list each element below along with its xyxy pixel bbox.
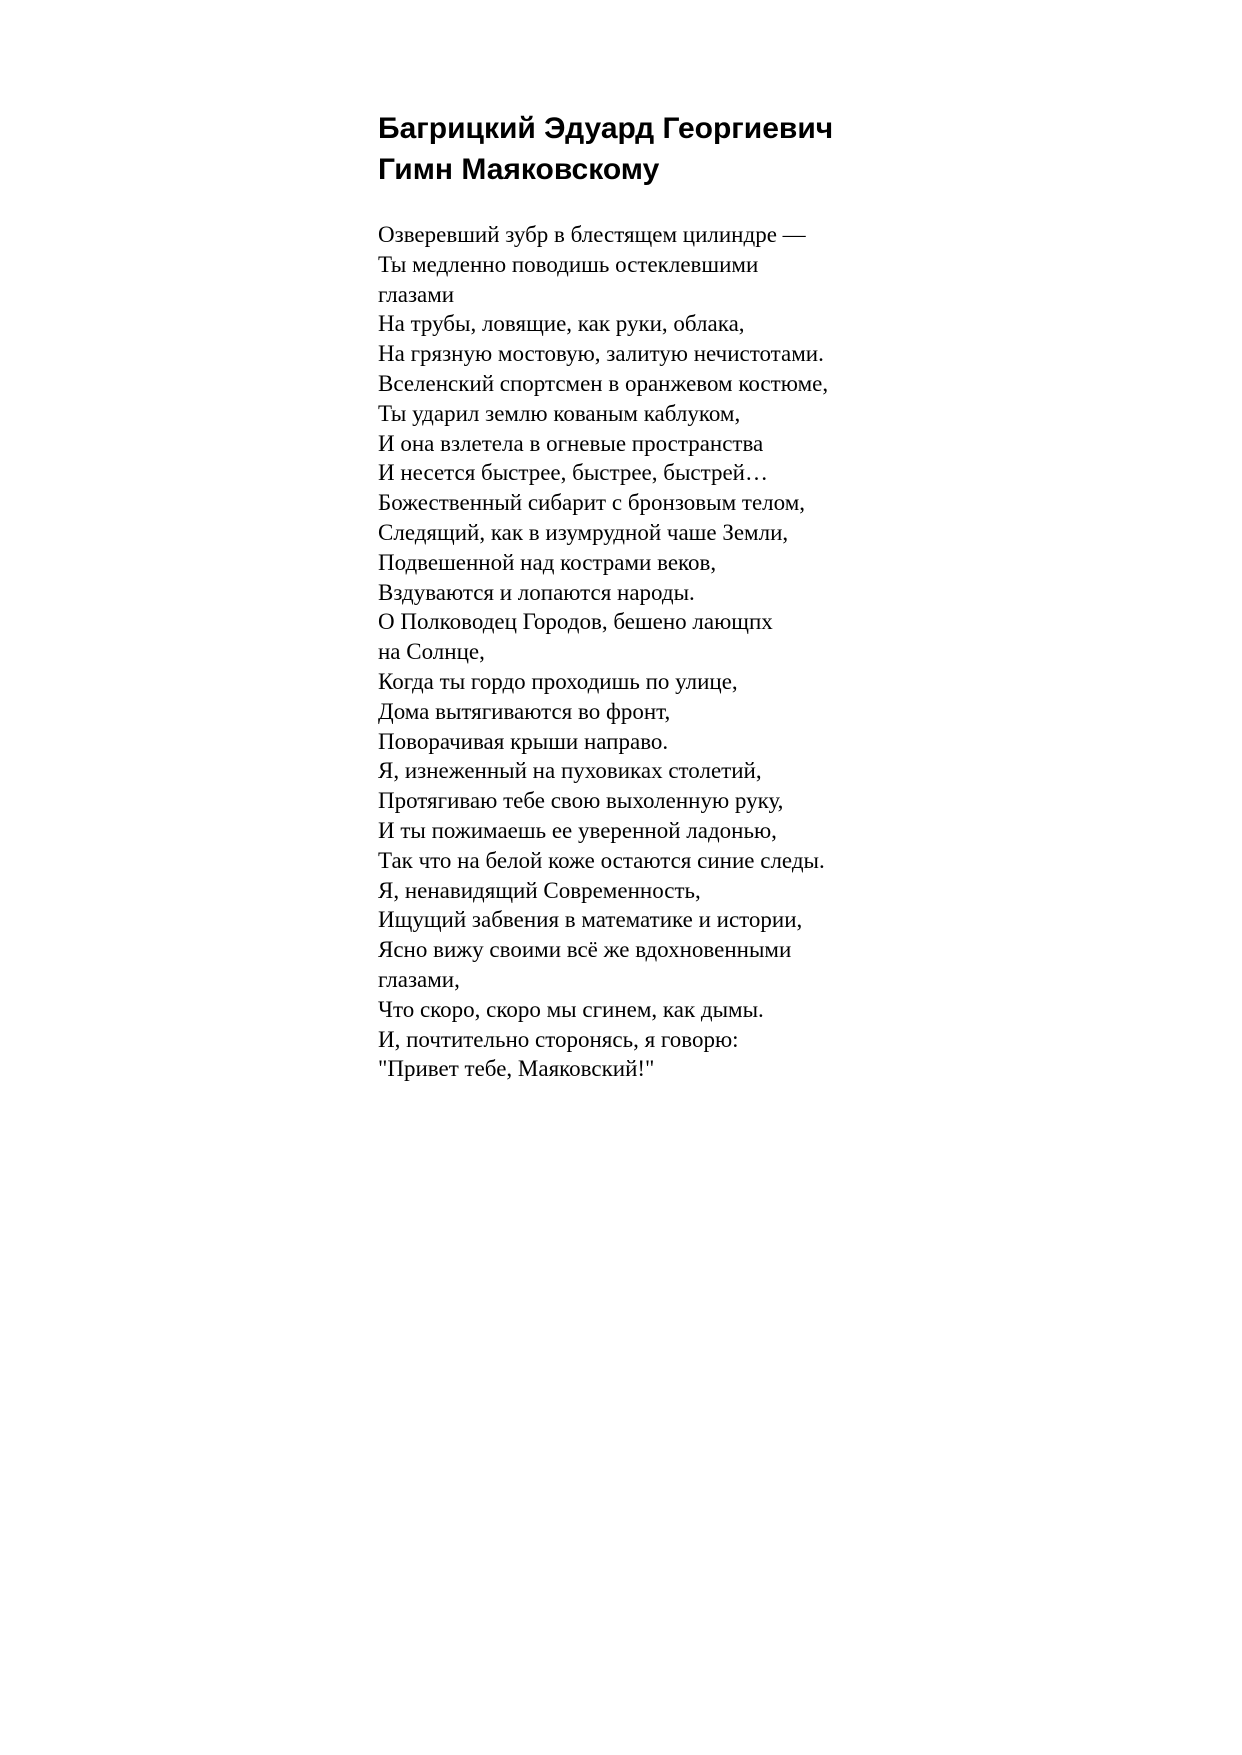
poem-line: глазами, <box>378 966 460 992</box>
poem-line: Ищущий забвения в математике и истории, <box>378 907 803 933</box>
poem-line: Ты медленно поводишь остеклевшими <box>378 251 759 277</box>
poem-line: Протягиваю тебе свою выхоленную руку, <box>378 788 784 814</box>
poem-line: Поворачивая крыши направо. <box>378 728 669 754</box>
poem-line: Озверевший зубр в блестящем цилиндре — <box>378 222 806 247</box>
document-header <box>378 108 998 190</box>
poem-line: на Солнце, <box>378 639 485 665</box>
poem-body <box>378 220 998 1084</box>
poem-line: Я, ненавидящий Современность, <box>378 877 701 903</box>
poem-line: Подвешенной над кострами веков, <box>378 549 717 575</box>
poem-line: Дома вытягиваются во фронт, <box>378 698 671 724</box>
poem-line: Так что на белой коже остаются синие следы. <box>378 847 825 873</box>
poem-line: Я, изнеженный на пуховиках столетий, <box>378 758 762 784</box>
poem-line: И, почтительно сторонясь, я говорю: <box>378 1026 739 1052</box>
poem-line: Что скоро, скоро мы сгинем, как дымы. <box>378 996 764 1022</box>
poem-line: На трубы, ловящие, как руки, облака, <box>378 311 745 337</box>
poem-line: Ты ударил землю кованым каблуком, <box>378 400 741 426</box>
poem-line: глазами <box>378 281 455 307</box>
poem-line: Вздуваются и лопаются народы. <box>378 579 695 605</box>
poem-line: И она взлетела в огневые пространства <box>378 430 764 456</box>
poem-line: Следящий, как в изумрудной чаше Земли, <box>378 519 789 545</box>
poem-line: И несется быстрее, быстрее, быстрей… <box>378 460 768 486</box>
poem-line: "Привет тебе, Маяковский!" <box>378 1056 655 1082</box>
poem-line: На грязную мостовую, залитую нечистотами. <box>378 341 824 367</box>
poem-line: Вселенский спортсмен в оранжевом костюме, <box>378 370 829 396</box>
poem-line: И ты пожимаешь ее уверенной ладонью, <box>378 817 777 843</box>
poem-line: О Полководец Городов, бешено лающпх <box>378 609 773 635</box>
poem-line: Божественный сибарит с бронзовым телом, <box>378 490 806 516</box>
poem-line: Когда ты гордо проходишь по улице, <box>378 668 738 694</box>
author-name: Багрицкий Эдуард Георгиевич <box>378 112 834 145</box>
poem-title: Гимн Маяковскому <box>378 153 660 186</box>
poem-line: Ясно вижу своими всё же вдохновенными <box>378 937 792 963</box>
